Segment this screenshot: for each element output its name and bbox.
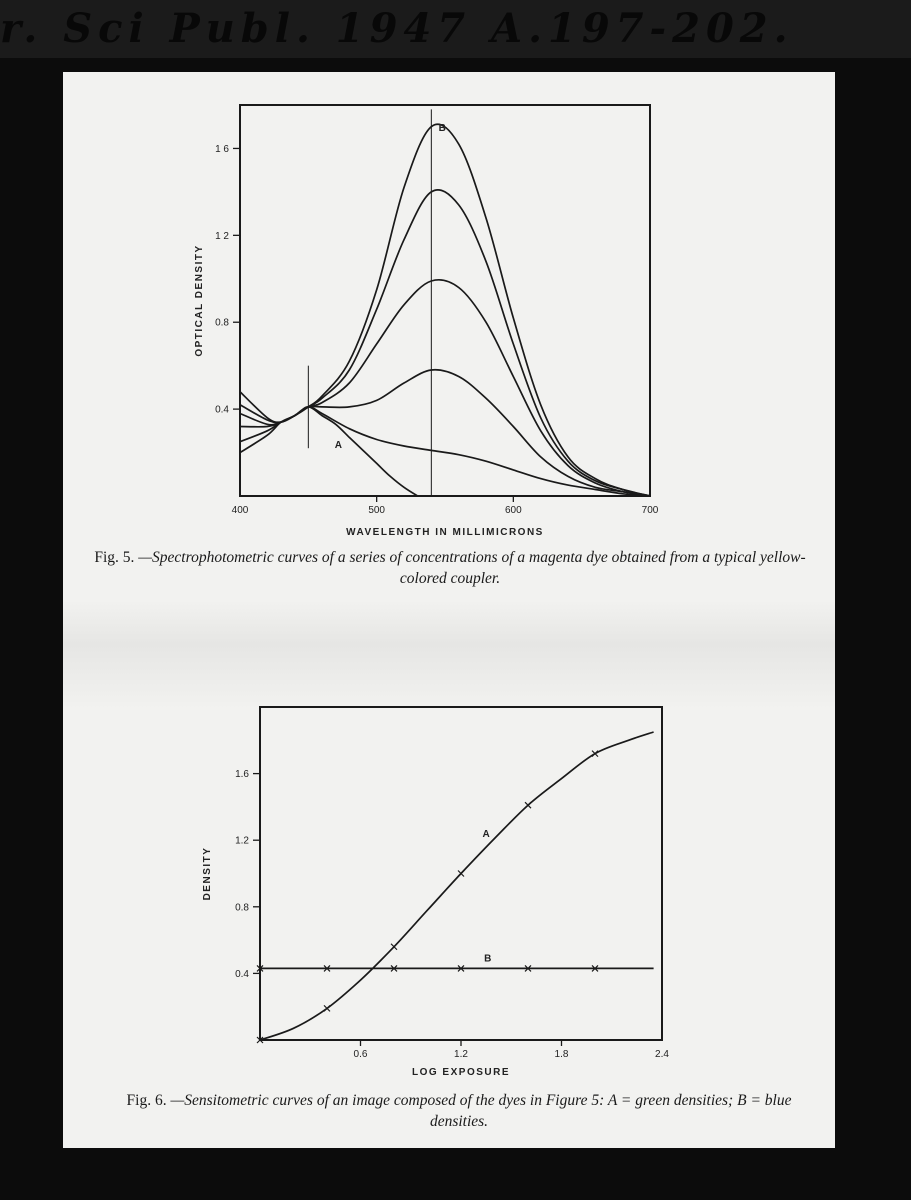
fig5-caption-number: Fig. 5. bbox=[94, 549, 135, 566]
fig5-y-tick-label: 0.4 bbox=[215, 404, 229, 416]
fig6-caption-text: —Sensitometric curves of an image composed of the dyes in Figure 5: A = green densities; B = blue densities. bbox=[170, 1092, 792, 1130]
fig6-y-tick-label: 1.2 bbox=[235, 835, 249, 847]
fig6-series-marker bbox=[458, 871, 464, 877]
fig5-curve-label: A bbox=[334, 440, 343, 452]
fig5-curve-label: B bbox=[438, 123, 446, 135]
fig5-y-tick-label: 0.8 bbox=[215, 317, 229, 329]
handwritten-reference-note: r. Sci Publ. 1947 A.197-202. bbox=[0, 5, 794, 52]
fig6-series-marker bbox=[391, 944, 397, 950]
fig5-x-tick-label: 700 bbox=[641, 505, 659, 516]
fig6-curve-label: B bbox=[484, 953, 492, 965]
fig6-caption bbox=[100, 1090, 818, 1132]
fig6-y-axis-label: DENSITY bbox=[202, 846, 213, 901]
fig6-series-marker bbox=[592, 751, 598, 757]
fig5-y-axis-label: OPTICAL DENSITY bbox=[194, 244, 205, 357]
fig6-x-tick-label: 2.4 bbox=[655, 1049, 669, 1060]
fig5-caption-text: —Spectrophotometric curves of a series of concentrations of a magenta dye obtained from a typical yellow-colored coupler. bbox=[138, 549, 806, 587]
fig6-x-tick-label: 1.8 bbox=[554, 1049, 569, 1060]
fig6-x-axis-label: LOG EXPOSURE bbox=[411, 1067, 511, 1078]
fig6-caption-number: Fig. 6. bbox=[126, 1092, 167, 1109]
fig5-x-axis-label: WAVELENGTH IN MILLIMICRONS bbox=[346, 527, 544, 538]
fig6-x-tick-label: 0.6 bbox=[353, 1049, 368, 1060]
fig6-series-marker bbox=[525, 802, 531, 808]
fig6-y-tick-label: 0.4 bbox=[235, 968, 249, 980]
fig5-x-tick-label: 400 bbox=[231, 505, 249, 516]
fig5-x-tick-label: 500 bbox=[368, 505, 386, 516]
fig6-series-marker bbox=[324, 1005, 330, 1011]
fig5-x-tick-label: 600 bbox=[504, 505, 522, 516]
fig6-y-tick-label: 1.6 bbox=[235, 769, 249, 781]
fig6-x-tick-label: 1.2 bbox=[454, 1049, 468, 1060]
fig5-y-tick-label: 1 2 bbox=[215, 230, 229, 242]
fig6-curve-label: A bbox=[482, 828, 490, 840]
fig6-series-line-1 bbox=[260, 732, 654, 1040]
fig6-y-tick-label: 0.8 bbox=[235, 902, 249, 914]
fig5-y-tick-label: 1 6 bbox=[215, 143, 229, 155]
